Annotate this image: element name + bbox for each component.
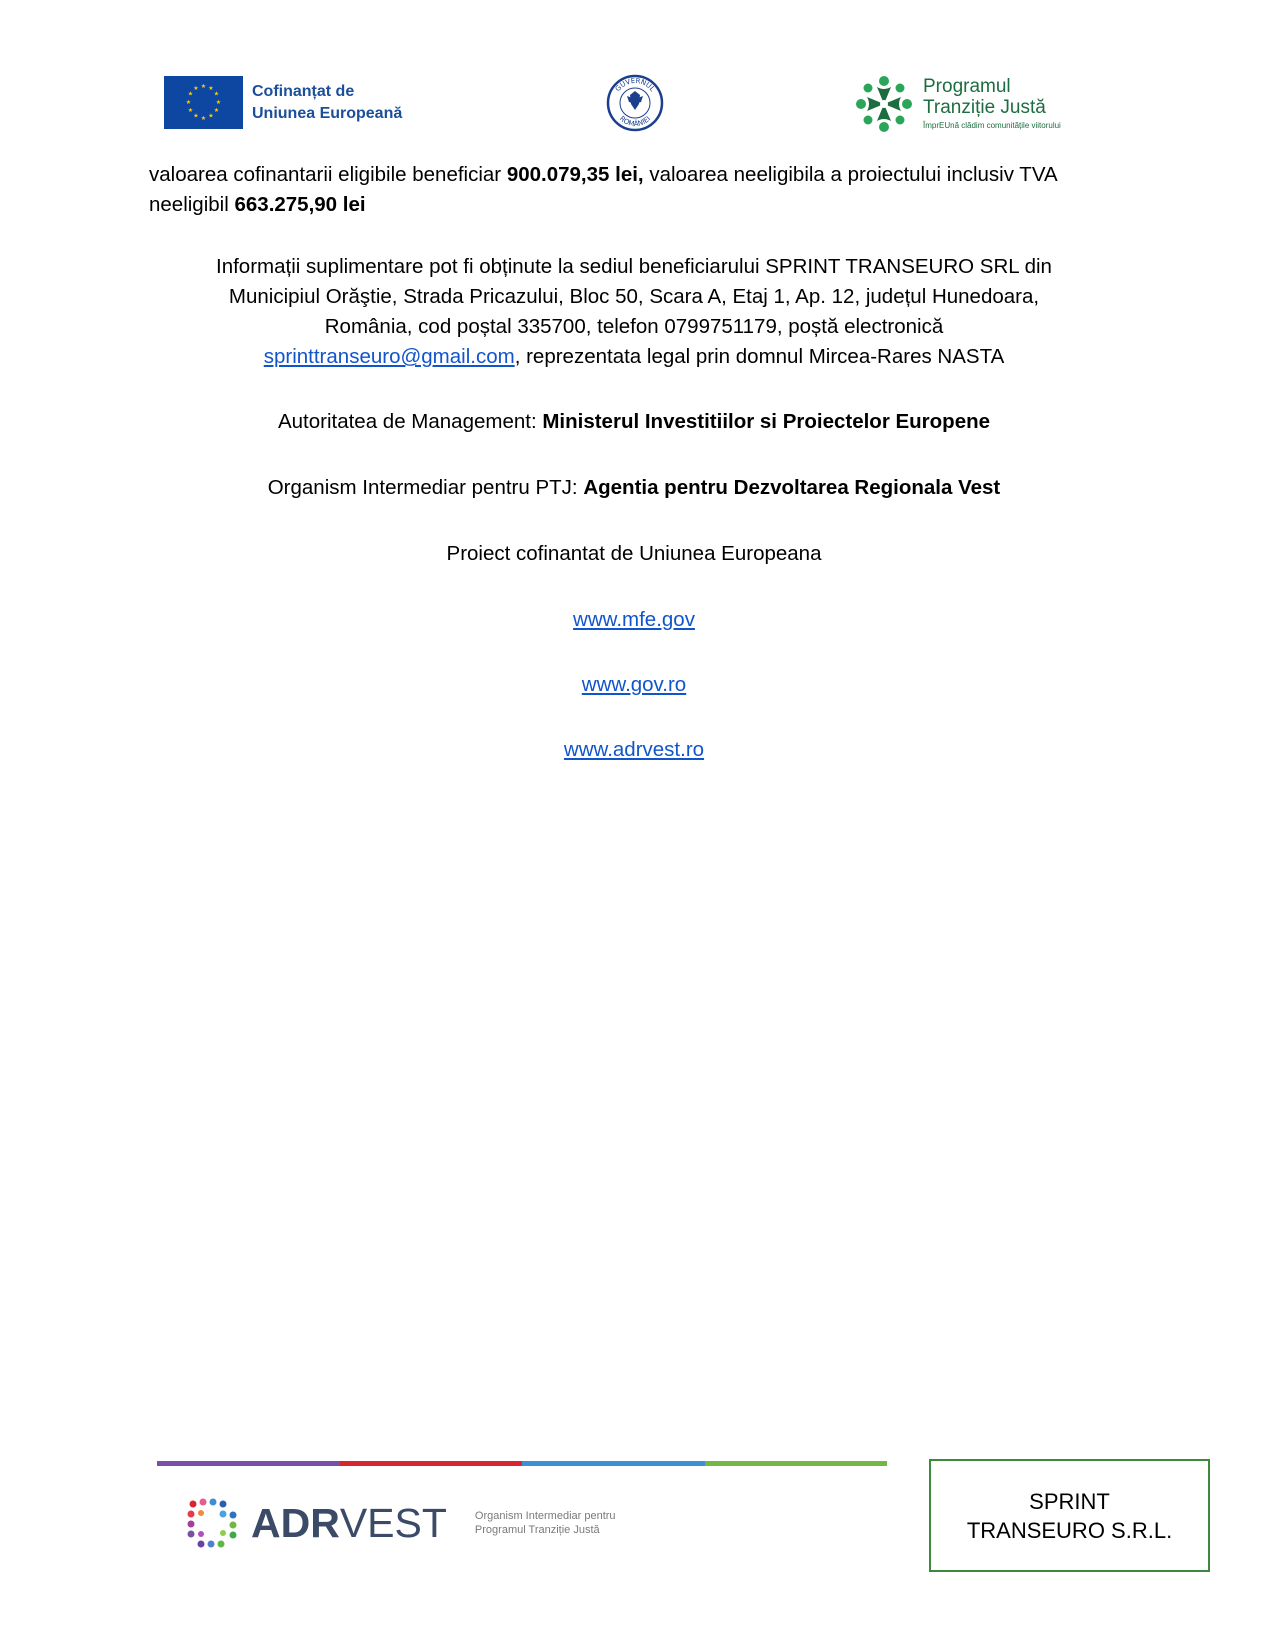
adrvest-word-bold: ADR <box>251 1500 340 1546</box>
intermediate-body <box>149 473 1119 503</box>
svg-text:★: ★ <box>187 90 194 98</box>
contact-info-paragraph <box>149 252 1119 372</box>
cofinanced-statement: Proiect cofinantat de Uniunea Europeana <box>446 542 822 565</box>
svg-text:★: ★ <box>208 85 214 92</box>
svg-text:★: ★ <box>185 99 192 106</box>
adrvest-caption-line1: Organism Intermediar pentru <box>474 1510 616 1522</box>
eligible-value: 900.079,35 lei, <box>506 163 644 186</box>
project-values-paragraph <box>149 160 1139 220</box>
beneficiary-box <box>929 1459 1210 1572</box>
footer-bar-red <box>340 1461 523 1466</box>
info-line-4-rest: , reprezentata legal prin domnul Mircea-Rares NASTA <box>514 345 1005 368</box>
intermediar-label: Organism Intermediar pentru PTJ: <box>267 476 584 499</box>
eu-flag-icon <box>164 76 243 129</box>
programul-tranzitie-justa-logo <box>853 73 1061 135</box>
romanian-government-seal-icon <box>606 74 664 132</box>
beneficiary-line1: SPRINT <box>1029 1488 1110 1514</box>
email-link[interactable]: sprinttranseuro@gmail.com <box>263 345 515 368</box>
svg-text:★: ★ <box>208 112 214 120</box>
link-row-1 <box>149 605 1119 635</box>
intermediar-value: Agentia pentru Dezvoltarea Regionala Vest <box>583 476 1001 499</box>
svg-text:★: ★ <box>200 115 207 122</box>
adrvest-word-light: VEST <box>339 1500 447 1546</box>
info-line-4 <box>149 342 1119 372</box>
footer-bar-purple <box>157 1461 340 1466</box>
authority-value: Ministerul Investitiilor si Proiectelor Europene <box>542 410 991 433</box>
adrvest-dots-icon <box>187 1498 237 1548</box>
adrvest-logo <box>187 1498 616 1548</box>
svg-text:★: ★ <box>193 85 199 92</box>
gov-seal-bottom-text: ROMÂNIEI <box>617 114 653 129</box>
ptj-logo-line2: Tranziție Justă <box>923 97 1046 118</box>
footer-color-bar <box>157 1461 887 1466</box>
info-line-3: România, cod poștal 335700, telefon 0799751179, poștă electronică <box>324 315 944 338</box>
ptj-logo-text <box>923 76 1061 132</box>
ptj-logo-line1: Programul <box>923 76 1011 97</box>
eu-logo-text <box>252 81 402 125</box>
eu-cofinancing-logo <box>164 76 402 129</box>
beneficiary-line2: TRANSEURO S.R.L. <box>966 1517 1173 1543</box>
svg-text:★: ★ <box>193 112 199 120</box>
managing-authority <box>149 407 1119 437</box>
ineligible-value: 663.275,90 lei <box>234 193 366 216</box>
svg-text:★: ★ <box>215 99 222 106</box>
info-line-2: Municipiul Orăştie, Strada Pricazului, Bloc 50, Scara A, Etaj 1, Ap. 12, județul Hunedoara, <box>228 285 1040 308</box>
link-row-2 <box>149 670 1119 700</box>
authority-label: Autoritatea de Management: <box>277 410 543 433</box>
ptj-logo-tagline: ÎmprEUnă clădim comunitățile viitorului <box>923 121 1061 130</box>
adrvest-caption-line2: Programul Tranziție Justă <box>474 1524 600 1536</box>
ptj-flower-icon <box>853 73 915 135</box>
gov-seal-top-text: GUVERNUL <box>613 76 657 94</box>
footer-bar-green <box>705 1461 888 1466</box>
eu-logo-line1: Cofinanțat de <box>252 82 355 100</box>
values-text-1: valoarea cofinantarii eligibile beneficiar <box>149 163 507 186</box>
adrvest-caption <box>475 1509 616 1537</box>
adrvest-wordmark <box>251 1501 447 1545</box>
svg-text:★: ★ <box>213 107 220 114</box>
gov-link[interactable]: www.gov.ro <box>581 673 687 696</box>
values-text-2: valoarea neeligibila a proiectului inclusiv TVA neeligibil <box>149 163 1057 216</box>
footer-bar-blue <box>522 1461 705 1466</box>
info-line-1: Informații suplimentare pot fi obținute la sediul beneficiarului SPRINT TRANSEURO SRL din <box>216 255 1052 278</box>
link-row-3 <box>149 735 1119 765</box>
adrvest-link[interactable]: www.adrvest.ro <box>563 738 705 761</box>
svg-text:★: ★ <box>213 90 220 98</box>
svg-text:★: ★ <box>200 83 207 90</box>
mfe-link[interactable]: www.mfe.gov <box>573 608 695 631</box>
eu-logo-line2: Uniunea Europeană <box>252 104 403 122</box>
svg-text:★: ★ <box>187 107 194 114</box>
